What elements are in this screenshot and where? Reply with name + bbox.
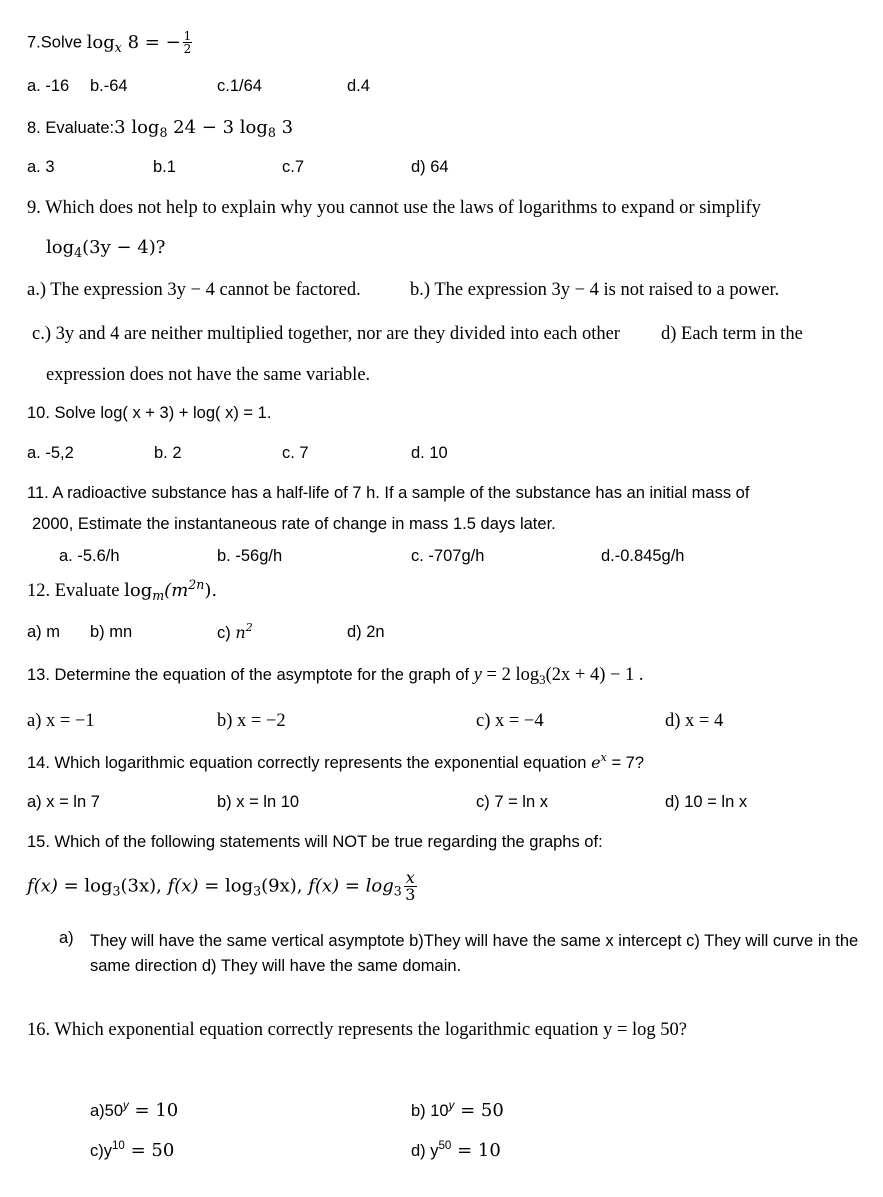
q10-option-b: b. 2 <box>154 444 182 462</box>
q16-prompt: 16. Which exponential equation correctly represents the logarithmic equation y = log 50? <box>27 1020 687 1040</box>
q8-equation: 3 $\log_8 24 - 3$ $\log_8 3$ <box>114 117 294 140</box>
q8-prompt: 8. Evaluate:3 $\log_8 24 - 3$ $\log_8 3$ <box>27 117 294 140</box>
q10-option-c: c. 7 <box>282 444 309 462</box>
q15-options: They will have the same vertical asymptote b)They will have the same x intercept c) They will curve in the same direction d) They will have the same domain. <box>90 932 859 975</box>
q13-option-c: c) x = −4 <box>476 711 544 731</box>
q8-option-b: b.1 <box>153 158 176 176</box>
q16-option-d: d) $y^{50} = 10$ <box>411 1140 501 1161</box>
q8-option-a: a. 3 <box>27 158 55 176</box>
q11-option-a: a. -5.6/h <box>59 547 120 565</box>
q15-fraction: $\frac{x}{3}$ <box>405 868 416 904</box>
q15-prompt: 15. Which of the following statements will NOT be true regarding the graphs of: <box>27 833 603 851</box>
q12-option-a: a) m <box>27 623 60 641</box>
q16-option-b: b) $10^y = 50$ <box>411 1100 504 1121</box>
q12-option-b: b) mn <box>90 623 133 641</box>
q10-prompt: 10. Solve log( x + 3) + log( x) = 1. <box>27 404 272 422</box>
q13-option-d: d) x = 4 <box>665 711 724 731</box>
q14-option-c: c) 7 = ln x <box>476 793 548 811</box>
q9-option-c: c.) 3y and 4 are neither multiplied together, nor are they divided into each other <box>32 324 620 344</box>
q12-option-c: c) $n^2$ <box>217 621 253 642</box>
q12-prompt: 12. Evaluate $\log_m(m^{2n})$. <box>27 577 218 603</box>
q14-option-a: a) x = ln 7 <box>27 793 100 811</box>
q10-option-d: d. 10 <box>411 444 448 462</box>
q16-option-a: $a)50^y = 10$ <box>90 1100 179 1121</box>
q13-equation: y = 2 $\log_3(2x + 4) - 1$ . <box>473 665 644 687</box>
q12-expression: $\log_m(m^{2n})$. <box>124 577 218 603</box>
q14-option-d: d) 10 = ln x <box>665 793 748 811</box>
q11-option-c: c. -707g/h <box>411 547 485 565</box>
q7-lead: 7.Solve <box>27 33 83 52</box>
q7-option-a: a. -16 <box>27 77 70 95</box>
q13-option-a: a) x = −1 <box>27 711 95 731</box>
q7-option-b: b.-64 <box>90 77 128 95</box>
q7-fraction: $\frac{1}{2}$ <box>183 29 192 56</box>
q11-option-d: d.-0.845g/h <box>601 547 685 565</box>
q9-option-a: a.) The expression 3y − 4 cannot be factored. <box>27 280 361 300</box>
q9-expression: $\log_4(3y - 4)$? <box>46 237 166 260</box>
q10-option-a: a. -5,2 <box>27 444 74 462</box>
q13-option-b: b) x = −2 <box>217 711 286 731</box>
q7-equation: $\log_x 8$ = − $\frac{1}{2}$ <box>86 29 192 56</box>
q8-option-d: d) 64 <box>411 158 449 176</box>
q9-option-b: b.) The expression 3y − 4 is not raised to a power. <box>410 280 780 300</box>
q16-option-c: $c)y^{10} = 50$ <box>90 1140 175 1161</box>
q11-prompt: 11. A radioactive substance has a half-life of 7 h. If a sample of the substance has an initial mass of <box>27 484 750 502</box>
q11-option-b: b. -56g/h <box>217 547 283 565</box>
q11-prompt-continued: 2000, Estimate the instantaneous rate of change in mass 1.5 days later. <box>32 515 556 533</box>
q14-option-b: b) x = ln 10 <box>217 793 300 811</box>
q8-option-c: c.7 <box>282 158 305 176</box>
q7-option-c: c.1/64 <box>217 77 262 95</box>
q12-option-d: d) 2n <box>347 623 385 641</box>
q9-option-d-continued: expression does not have the same variable. <box>46 365 371 385</box>
q7-prompt <box>27 30 192 55</box>
q15-functions: $f(x) = \log_3(3x)$, $f(x) = \log_3(9x)$, $f(x) = \log_3$ $\frac{x}{3}$ <box>27 868 416 904</box>
q15-option-label: a) <box>59 929 74 947</box>
q9-option-d: d) Each term in the <box>661 324 803 344</box>
q9-prompt: 9. Which does not help to explain why you cannot use the laws of logarithms to expand or simplify <box>27 198 761 218</box>
q13-prompt: 13. Determine the equation of the asymptote for the graph of y = 2 $\log_3(2x + 4) - 1$ . <box>27 665 644 687</box>
q7-option-d: d.4 <box>347 77 370 95</box>
q14-prompt: 14. Which logarithmic equation correctly represents the exponential equation $e^x = 7$? <box>27 751 645 772</box>
